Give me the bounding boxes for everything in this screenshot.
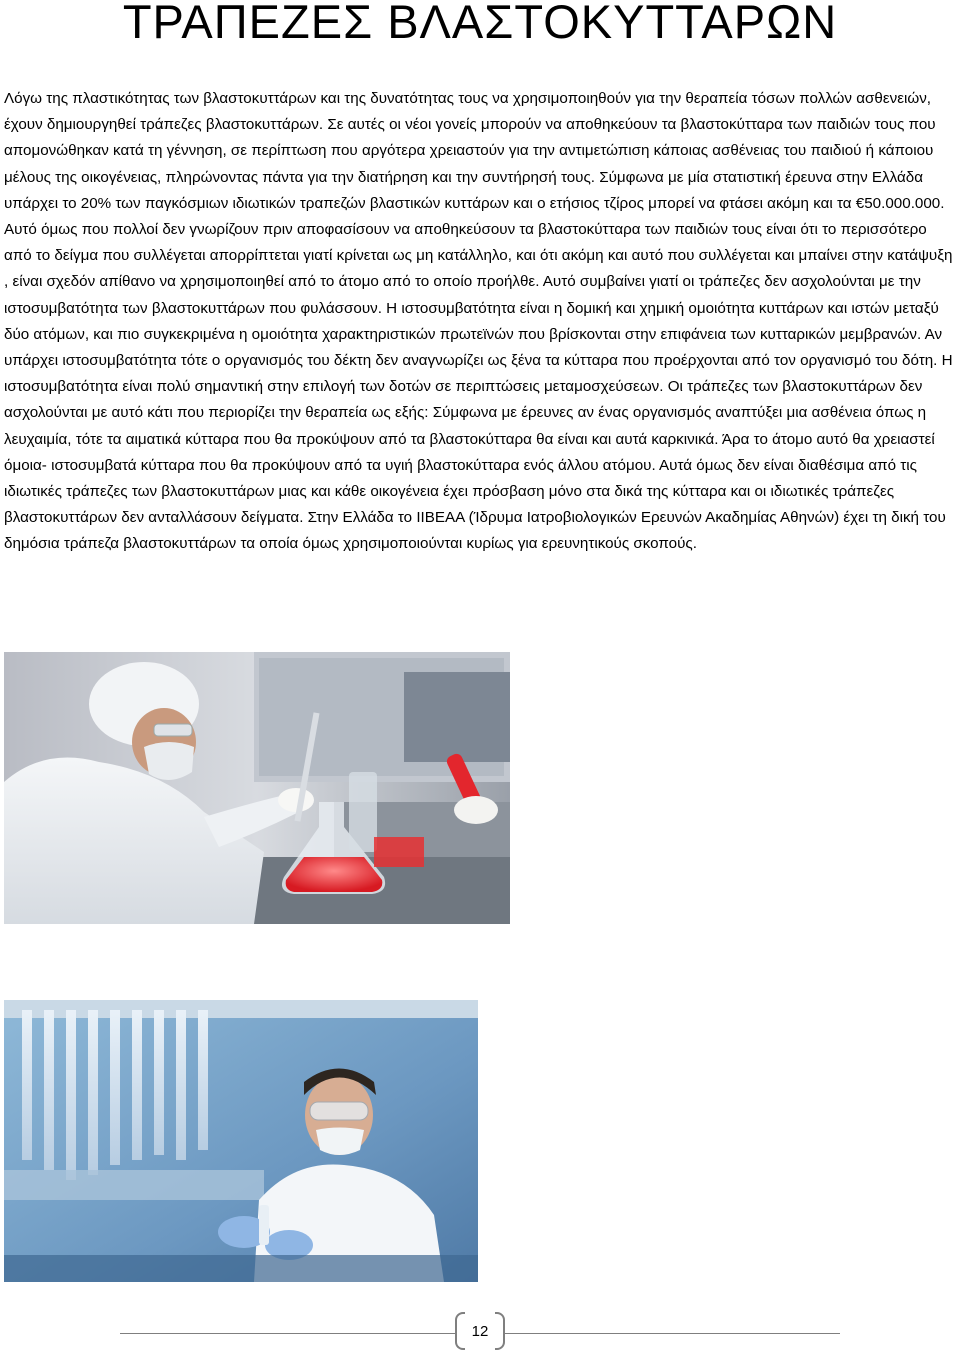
- footer-bracket-right: [495, 1312, 505, 1350]
- page-footer: [0, 1310, 960, 1353]
- footer-rule-right: [505, 1333, 840, 1334]
- body-paragraph: Λόγω της πλαστικότητας των βλαστοκυττάρων και της δυνατότητας τους να χρησιμοποιηθούν για την θεραπεία τόσων πολλών ασθενειών, έχουν δημιουργηθεί τράπεζες βλαστοκυττάρων. Σε αυτές οι νέοι γονείς μπορούν να αποθηκεύουν τα βλαστοκύτταρα των παιδιών τους που απομονώθηκαν κατά τη γέννηση, σε περίπτωση που αργότερα χρειαστούν για την αντιμετώπιση κάποιας ασθένειας του παιδιού ή κάποιου μέλους της οικογένειας, πληρώνοντας πάντα για την διατήρηση και την συντήρησή τους. Σύμφωνα με μία στατιστική έρευνα στην Ελλάδα υπάρχει το 20% των παγκόσμιων ιδιωτικών τραπεζών βλαστικών κυττάρων και ο ετήσιος τζίρος μπορεί να φτάσει ακόμη και τα €50.000.000. Αυτό όμως που πολλοί δεν γνωρίζουν πριν αποφασίσουν να αποθηκεύσουν τα βλαστοκύτταρα των παιδιών τους είναι ότι το περισσότερο από το δείγμα που συλλέγεται απορρίπτεται γιατί κρίνεται ως μη κατάλληλο, και ότι ακόμη και αυτό που συλλέγεται και μπαίνει στην κατάψυξη , είναι σχεδόν απίθανο να χρησιμοποιηθεί από το άτομο από το οποίο προήλθε. Αυτό συμβαίνει γιατί οι τράπεζες δεν ασχολούνται με την ιστοσυμβατότητα των βλαστοκυττάρων που φυλάσσουν. Η ιστοσυμβατότητα είναι η δομική και χημική ομοιότητα κυττάρων και ιστών μεταξύ δύο ατόμων, και πιο συγκεκριμένα η ομοιότητα χαρακτηριστικών πρωτεϊνών που βρίσκονται στην επιφάνεια των κυτταρικών μεμβρανών. Αν υπάρχει ιστοσυμβατότητα τότε ο οργανισμός του δέκτη δεν αναγνωρίζει ως ξένα τα κύτταρα που προέρχονται από τον οργανισμό του δότη. Η ιστοσυμβατότητα είναι πολύ σημαντική στην επιλογή των δοτών σε περιπτώσεις μεταμοσχεύσεων. Οι τράπεζες των βλαστοκυττάρων δεν ασχολούνται με αυτό κάτι που περιορίζει την θεραπεία ως εξής: Σύμφωνα με έρευνες αν ένας οργανισμός αναπτύξει μια ασθένεια όπως η λευχαιμία, τότε τα αιματικά κύτταρα που θα προκύψουν από τα βλαστοκύτταρα θα είναι και αυτά καρκινικά. Άρα το άτομο αυτό θα χρειαστεί όμοια- ιστοσυμβατά κύτταρα που θα προκύψουν από τα υγιή βλαστοκύτταρα ενός άλλου ατόμου. Αυτά όμως δεν είναι διαθέσιμα από τις ιδιωτικές τράπεζες των βλαστοκυττάρων μιας και κάθε οικογένεια έχει πρόσβαση μόνο στα δικά της κύτταρα και οι ιδιωτικές τράπεζες βλαστοκυττάρων δεν ανταλλάσουν δείγματα. Στην Ελλάδα το ΙΙΒΕΑΑ (Ίδρυμα Ιατροβιολογικών Ερευνών Ακαδημίας Αθηνών) έχει τη δική του δημόσια τράπεζα βλαστοκυττάρων τα οποία όμως χρησιμοποιούνται κυρίως για ερευνητικούς σκοπούς.: [4, 90, 953, 553]
- page-number: 12: [471, 1323, 489, 1340]
- page-title: ΤΡΑΠΕΖΕΣ ΒΛΑΣΤΟΚΥΤΤΑΡΩΝ: [122, 0, 838, 48]
- lab-technician-illustration: [4, 652, 510, 924]
- lab-technician-photo: [4, 652, 510, 924]
- footer-bracket-left: [455, 1312, 465, 1350]
- lab-researcher-illustration: [4, 1000, 478, 1282]
- lab-researcher-photo: [4, 1000, 478, 1282]
- footer-rule-left: [120, 1333, 455, 1334]
